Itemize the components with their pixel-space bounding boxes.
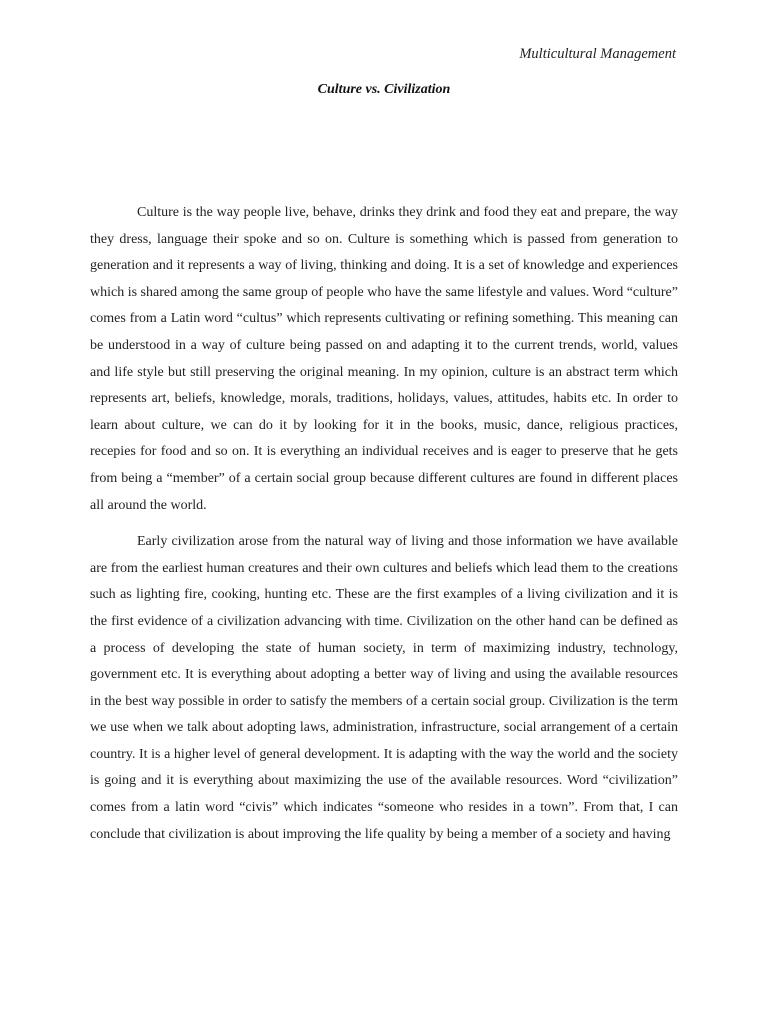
document-title: Culture vs. Civilization [317, 82, 451, 97]
paragraph-culture: Culture is the way people live, behave, drinks they drink and food they eat and prepare, the way they dress, language their spoke and so on. Culture is something which is passed from generation to generation and it represents a way of living, thinking and doing. It is a set of knowledge and experiences which is shared among the same group of people who have the same lifestyle and values. Word “culture” comes from a Latin word “cultus” which represents cultivating or refining something. This meaning can be understood in a way of culture being passed on and adapting it to the current trends, world, values and life style but still preserving the original meaning. In my opinion, culture is an abstract term which represents art, beliefs, knowledge, morals, traditions, holidays, values, attitudes, habits etc. In order to learn about culture, we can do it by looking for it in the books, music, dance, religious practices, recepies for food and so on. It is everything an individual receives and is eager to preserve that he gets from being a “member” of a certain social group because different cultures are found in different places all around the world. [90, 205, 678, 513]
paragraph-civilization: Early civilization arose from the natural way of living and those information we have available are from the earliest human creatures and their own cultures and beliefs which lead them to the creations such as lighting fire, cooking, hunting etc. These are the first examples of a living civilization and it is the first evidence of a civilization advancing with time. Civilization on the other hand can be defined as a process of developing the state of human society, in term of maximizing industry, technology, government etc. It is everything about adopting a better way of living and using the available resources in the best way possible in order to satisfy the members of a certain social group. Civilization is the term we use when we talk about adopting laws, administration, infrastructure, social arrangement of a certain country. It is a higher level of general development. It is adapting with the way the world and the society is going and it is everything about maximizing the use of the available resources. Word “civilization” comes from a latin word “civis” which indicates “someone who resides in a town”. From that, I can conclude that civilization is about improving the life quality by being a member of a society and having [90, 534, 678, 842]
running-header: Multicultural Management [519, 46, 676, 62]
document-body [90, 200, 678, 858]
